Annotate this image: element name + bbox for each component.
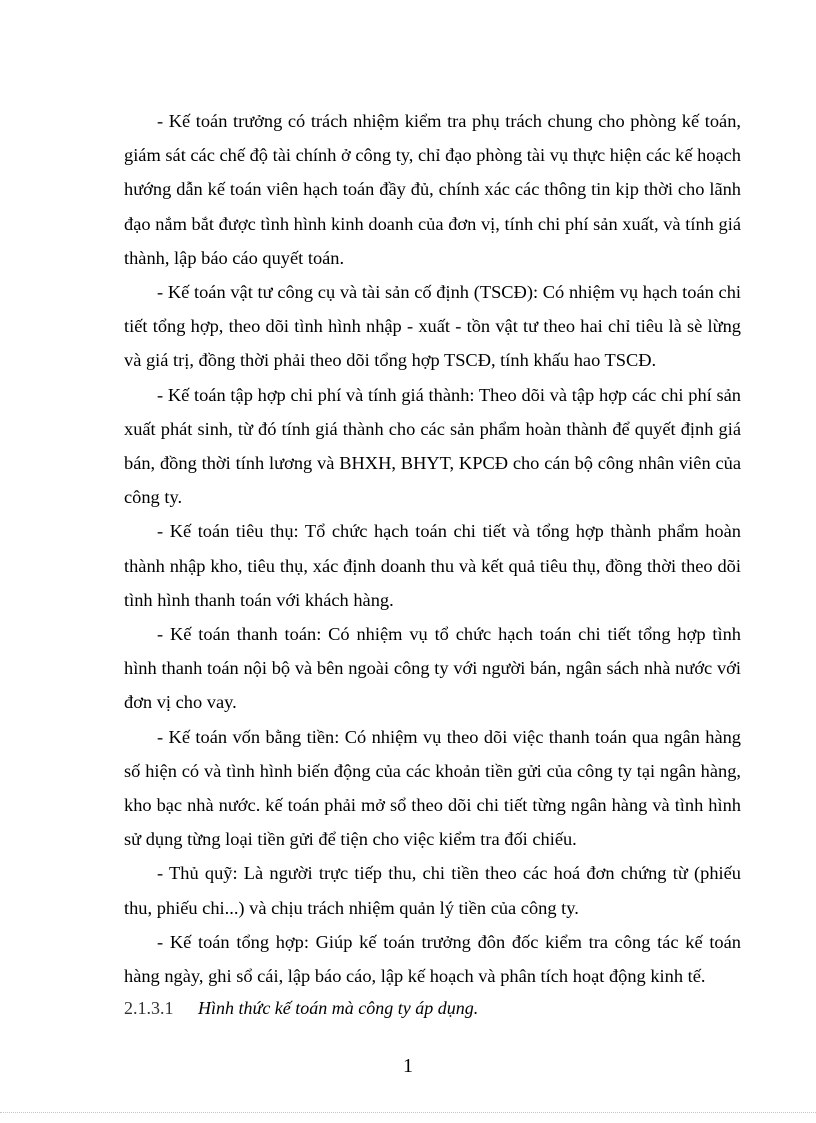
paragraph-general-accounting: - Kế toán tổng hợp: Giúp kế toán trưởng đôn đốc kiểm tra công tác kế toán hàng ngày, ghi sổ cái, lập báo cáo, lập kế hoạch và phân tích hoạt động kinh tế. [124, 931, 741, 987]
paragraph-payment-accounting: - Kế toán thanh toán: Có nhiệm vụ tổ chức hạch toán chi tiết tổng hợp tình hình thanh toán nội bộ và bên ngoài công ty với người bán, ngân sách nhà nước với đơn vị cho vay. [124, 624, 741, 713]
paragraph-treasurer: - Thủ quỹ: Là người trực tiếp thu, chi tiền theo các hoá đơn chứng từ (phiếu thu, phiếu chi...) và chịu trách nhiệm quản lý tiền của công ty. [124, 863, 741, 918]
page-number: 1 [403, 1055, 413, 1077]
paragraph-cash-accounting: - Kế toán vốn bằng tiền: Có nhiệm vụ theo dõi việc thanh toán qua ngân hàng số hiện có và tình hình biến động của các khoản tiền gửi của công ty tại ngân hàng, kho bạc nhà nước. kế toán phải mở sổ theo dõi chi tiết từng ngân hàng và tình hình sử dụng từng loại tiền gửi để tiện cho việc kiểm tra đối chiếu. [124, 726, 741, 850]
paragraph-cost-pricing: - Kế toán tập hợp chi phí và tính giá thành: Theo dõi và tập hợp các chi phí sản xuất phát sinh, từ đó tính giá thành cho các sản phẩm hoàn thành để quyết định giá bán, đồng thời tính lương và BHXH, BHYT, KPCĐ cho cán bộ công nhân viên của công ty. [124, 384, 741, 508]
paragraph-materials-fixed-assets: - Kế toán vật tư công cụ và tài sản cố định (TSCĐ): Có nhiệm vụ hạch toán chi tiết tổng hợp, theo dõi tình hình nhập - xuất - tồn vật tư theo hai chỉ tiêu là sè lừng và giá trị, đồng thời phải theo dõi tổng hợp TSCĐ, tính khấu hao TSCĐ. [124, 282, 741, 371]
paragraph-sales-accounting: - Kế toán tiêu thụ: Tổ chức hạch toán chi tiết và tổng hợp thành phẩm hoàn thành nhập kho, tiêu thụ, xác định doanh thu và kết quả tiêu thụ, đồng thời theo dõi tình hình thanh toán với khách hàng. [124, 521, 741, 610]
section-number: 2.1.3.1 [124, 998, 174, 1019]
page-content [124, 104, 741, 1023]
paragraph-chief-accountant: - Kế toán trưởng có trách nhiệm kiểm tra phụ trách chung cho phòng kế toán, giám sát các chế độ tài chính ở công ty, chỉ đạo phòng tài vụ thực hiện các kế hoạch hướng dẫn kế toán viên hạch toán đầy đủ, chính xác các thông tin kịp thời cho lãnh đạo nắm bắt được tình hình kinh doanh của đơn vị, tính chi phí sản xuất, và tính giá thành, lập báo cáo quyết toán. [124, 111, 742, 268]
section-heading [124, 993, 741, 1023]
section-title: Hình thức kế toán mà công ty áp dụng. [198, 998, 479, 1019]
page-bottom-divider [0, 1112, 816, 1113]
